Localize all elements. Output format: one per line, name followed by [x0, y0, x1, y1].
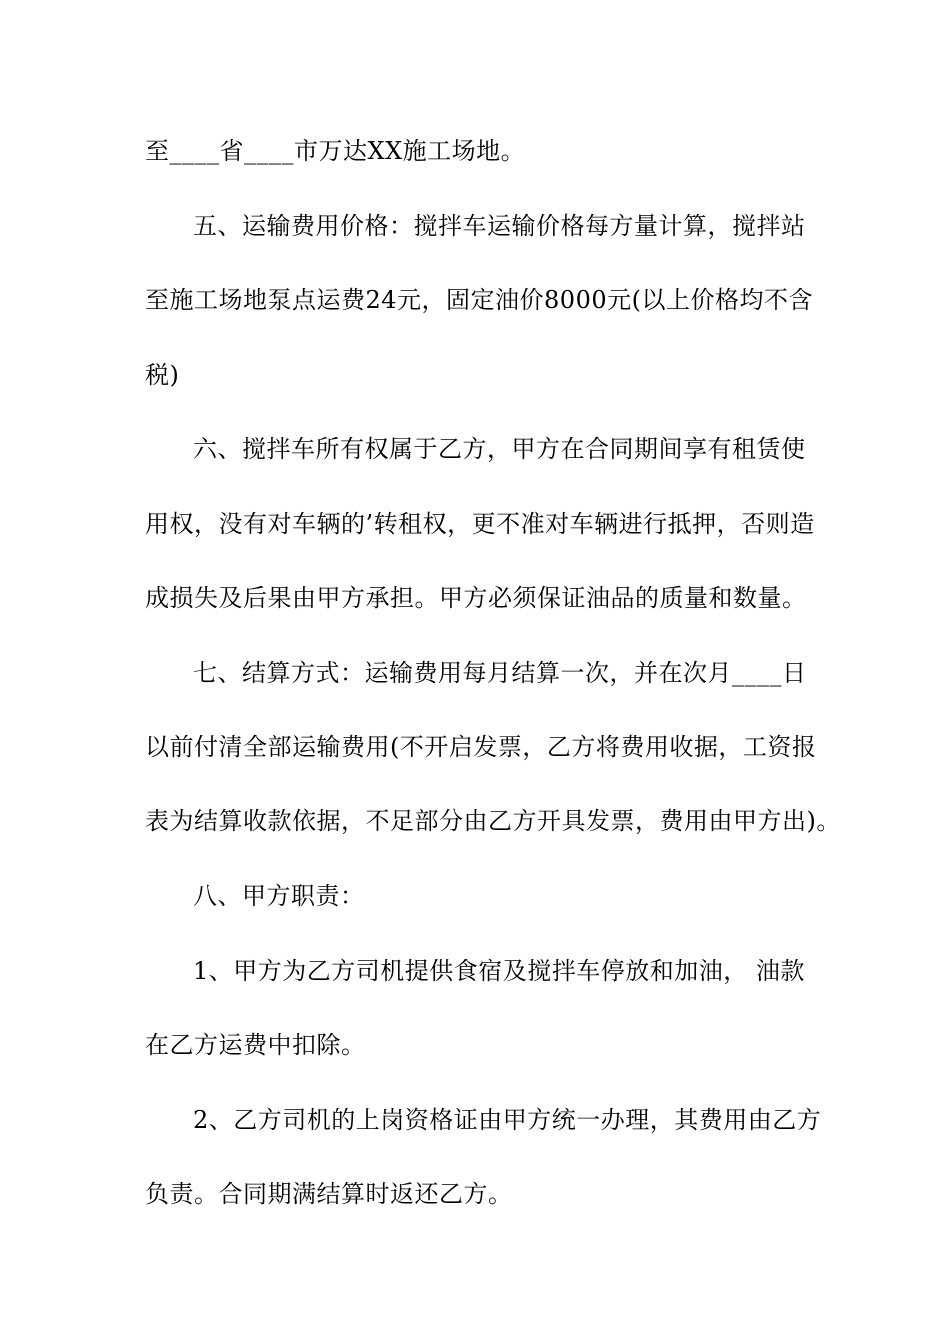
text-line: 八、甲方职责： — [193, 882, 365, 910]
text-line: 用权，没有对车辆的’转租权，更不准对车辆进行抵押，否则造 — [145, 510, 815, 538]
text-line: 六、搅拌车所有权属于乙方，甲方在合同期间享有租赁使 — [193, 435, 806, 463]
text-line: 至____省____市万达XX施工场地。 — [145, 137, 526, 165]
text-line: 在乙方运费中扣除。 — [145, 1031, 366, 1059]
text-line: 至施工场地泵点运费24元，固定油价8000元(以上价格均不含 — [145, 286, 813, 314]
text-line: 以前付清全部运输费用(不开启发票，乙方将费用收据，工资报 — [145, 733, 817, 761]
text-line: 表为结算收款依据，不足部分由乙方开具发票，费用由甲方出)。 — [145, 807, 841, 835]
text-line: 2、乙方司机的上岗资格证由甲方统一办理，其费用由乙方 — [193, 1106, 822, 1134]
text-line: 七、结算方式：运输费用每月结算一次，并在次月____日 — [193, 659, 807, 687]
text-line: 成损失及后果由甲方承担。甲方必须保证油品的质量和数量。 — [145, 584, 807, 612]
text-line: 1、甲方为乙方司机提供食宿及搅拌车停放和加油， 油款 — [193, 957, 805, 985]
text-line: 五、运输费用价格：搅拌车运输价格每方量计算，搅拌站 — [193, 212, 806, 240]
text-line: 负责。合同期满结算时返还乙方。 — [145, 1180, 513, 1208]
text-line: 税) — [145, 361, 180, 389]
